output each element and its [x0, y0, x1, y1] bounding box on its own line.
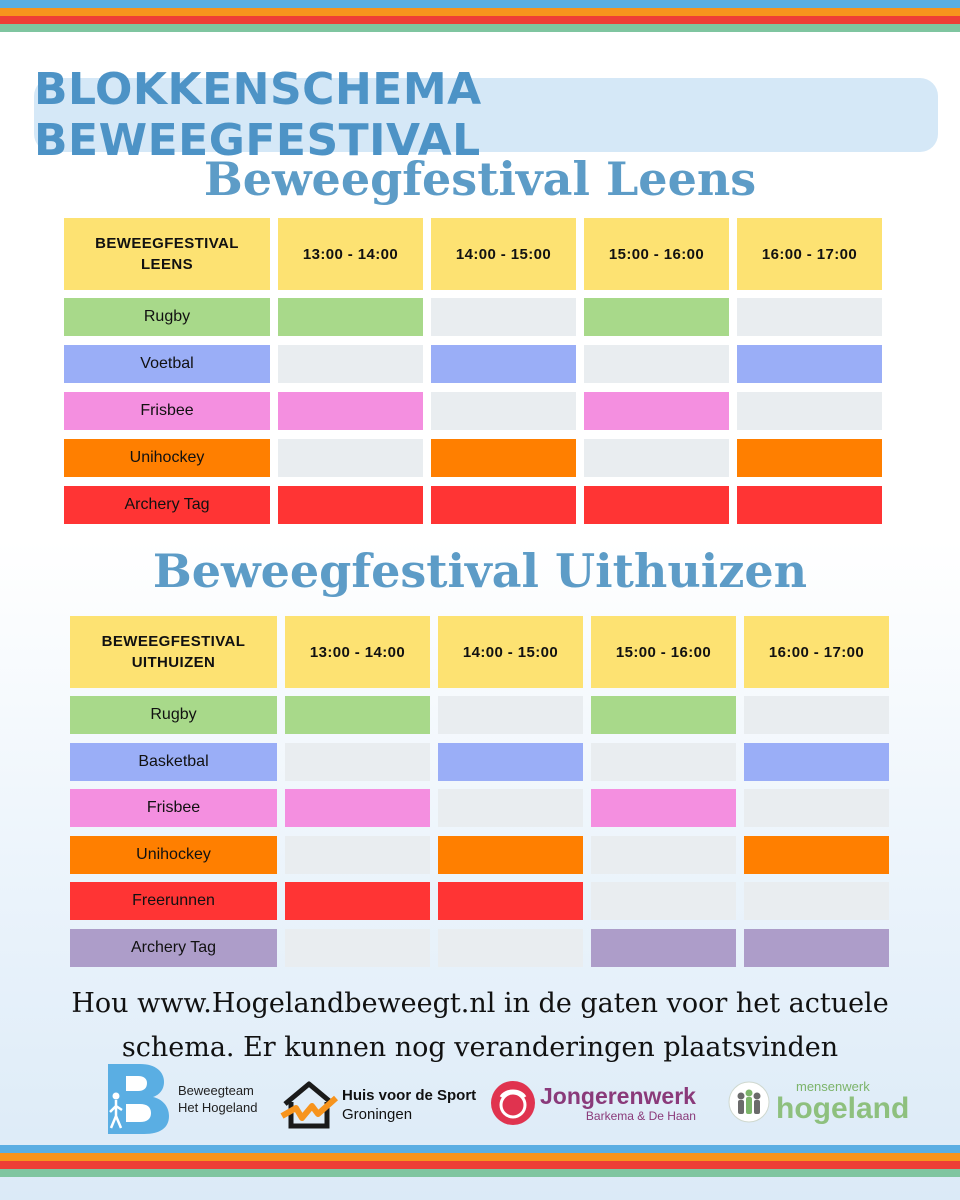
uithuizen-slot-cell: [438, 836, 583, 874]
uithuizen-time-header: 14:00 - 15:00: [438, 616, 583, 688]
leens-slot-cell: [278, 486, 423, 524]
leens-slot-cell: [431, 392, 576, 430]
leens-activity-label: Rugby: [64, 298, 270, 336]
logo-jongerenwerk: [490, 1080, 696, 1126]
uithuizen-corner-header: BEWEEGFESTIVAL UITHUIZEN: [70, 616, 277, 688]
uithuizen-slot-cell: [285, 696, 430, 734]
huis-line-1: Huis voor de Sport: [342, 1087, 477, 1104]
jongerenwerk-name: Jongerenwerk: [540, 1083, 696, 1109]
leens-activity-label: Unihockey: [64, 439, 270, 477]
beweegteam-b-icon: [104, 1062, 172, 1136]
uithuizen-slot-cell: [438, 696, 583, 734]
uithuizen-activity-label: Rugby: [70, 696, 277, 734]
leens-slot-cell: [431, 439, 576, 477]
uithuizen-activity-label: Freerunnen: [70, 882, 277, 920]
uithuizen-time-header: 15:00 - 16:00: [591, 616, 736, 688]
beweegteam-line-2: Het Hogeland: [178, 1100, 258, 1115]
leens-slot-cell: [278, 298, 423, 336]
uithuizen-slot-cell: [744, 743, 889, 781]
beweegteam-line-1: Beweegteam: [178, 1083, 254, 1098]
uithuizen-title: Beweegfestival Uithuizen: [152, 544, 808, 598]
top-stripes: [0, 0, 960, 32]
leens-slot-cell: [278, 345, 423, 383]
uithuizen-slot-cell: [591, 929, 736, 967]
leens-activity-label: Voetbal: [64, 345, 270, 383]
uithuizen-time-header: 13:00 - 14:00: [285, 616, 430, 688]
uithuizen-slot-cell: [591, 696, 736, 734]
uithuizen-activity-label: Unihockey: [70, 836, 277, 874]
mensenwerk-top: mensenwerk: [796, 1079, 870, 1094]
uithuizen-slot-cell: [744, 696, 889, 734]
uithuizen-slot-cell: [591, 789, 736, 827]
uithuizen-activity-label: Frisbee: [70, 789, 277, 827]
leens-activity-label: Frisbee: [64, 392, 270, 430]
uithuizen-slot-cell: [744, 929, 889, 967]
leens-time-header: 13:00 - 14:00: [278, 218, 423, 290]
uithuizen-slot-cell: [285, 836, 430, 874]
leens-slot-cell: [737, 298, 882, 336]
uithuizen-activity-label: Basketbal: [70, 743, 277, 781]
leens-slot-cell: [431, 486, 576, 524]
leens-slot-cell: [737, 439, 882, 477]
leens-slot-cell: [431, 298, 576, 336]
leens-slot-cell: [431, 345, 576, 383]
jongerenwerk-icon: [490, 1080, 536, 1126]
jongerenwerk-sub: Barkema & De Haan: [585, 1109, 696, 1123]
uithuizen-time-header: 16:00 - 17:00: [744, 616, 889, 688]
uithuizen-slot-cell: [285, 789, 430, 827]
house-icon: [280, 1080, 338, 1130]
mensenwerk-people-icon: [728, 1081, 770, 1123]
uithuizen-slot-cell: [591, 836, 736, 874]
logo-huis-voor-de-sport: [280, 1080, 476, 1130]
leens-slot-cell: [737, 345, 882, 383]
footnote-line-2: schema. Er kunnen nog veranderingen plaatsvinden: [121, 1032, 839, 1063]
uithuizen-slot-cell: [438, 743, 583, 781]
logo-mensenwerk-hogeland: [728, 1080, 909, 1124]
uithuizen-activity-label: Archery Tag: [70, 929, 277, 967]
huis-line-2: Groningen: [342, 1106, 413, 1123]
uithuizen-slot-cell: [285, 882, 430, 920]
leens-slot-cell: [584, 345, 729, 383]
uithuizen-slot-cell: [285, 743, 430, 781]
uithuizen-slot-cell: [438, 929, 583, 967]
uithuizen-slot-cell: [591, 743, 736, 781]
logo-beweegteam: [104, 1062, 258, 1136]
leens-slot-cell: [278, 392, 423, 430]
mensenwerk-name: hogeland: [776, 1092, 910, 1125]
leens-time-header: 14:00 - 15:00: [431, 218, 576, 290]
leens-slot-cell: [584, 392, 729, 430]
page-title: BLOKKENSCHEMA BEWEEGFESTIVAL: [34, 78, 938, 152]
leens-slot-cell: [737, 486, 882, 524]
bottom-stripes: [0, 1145, 960, 1177]
leens-slot-cell: [737, 392, 882, 430]
leens-slot-cell: [584, 439, 729, 477]
uithuizen-slot-cell: [744, 836, 889, 874]
leens-title: Beweegfestival Leens: [203, 152, 757, 206]
uithuizen-slot-cell: [285, 929, 430, 967]
footnote-line-1: Hou www.Hogelandbeweegt.nl in de gaten voor het actuele: [71, 988, 889, 1019]
uithuizen-slot-cell: [744, 882, 889, 920]
leens-time-header: 15:00 - 16:00: [584, 218, 729, 290]
leens-slot-cell: [584, 486, 729, 524]
uithuizen-slot-cell: [744, 789, 889, 827]
leens-slot-cell: [584, 298, 729, 336]
leens-slot-cell: [278, 439, 423, 477]
uithuizen-slot-cell: [591, 882, 736, 920]
leens-corner-header: BEWEEGFESTIVAL LEENS: [64, 218, 270, 290]
uithuizen-slot-cell: [438, 882, 583, 920]
uithuizen-slot-cell: [438, 789, 583, 827]
leens-activity-label: Archery Tag: [64, 486, 270, 524]
footnote: [20, 982, 940, 1070]
leens-time-header: 16:00 - 17:00: [737, 218, 882, 290]
